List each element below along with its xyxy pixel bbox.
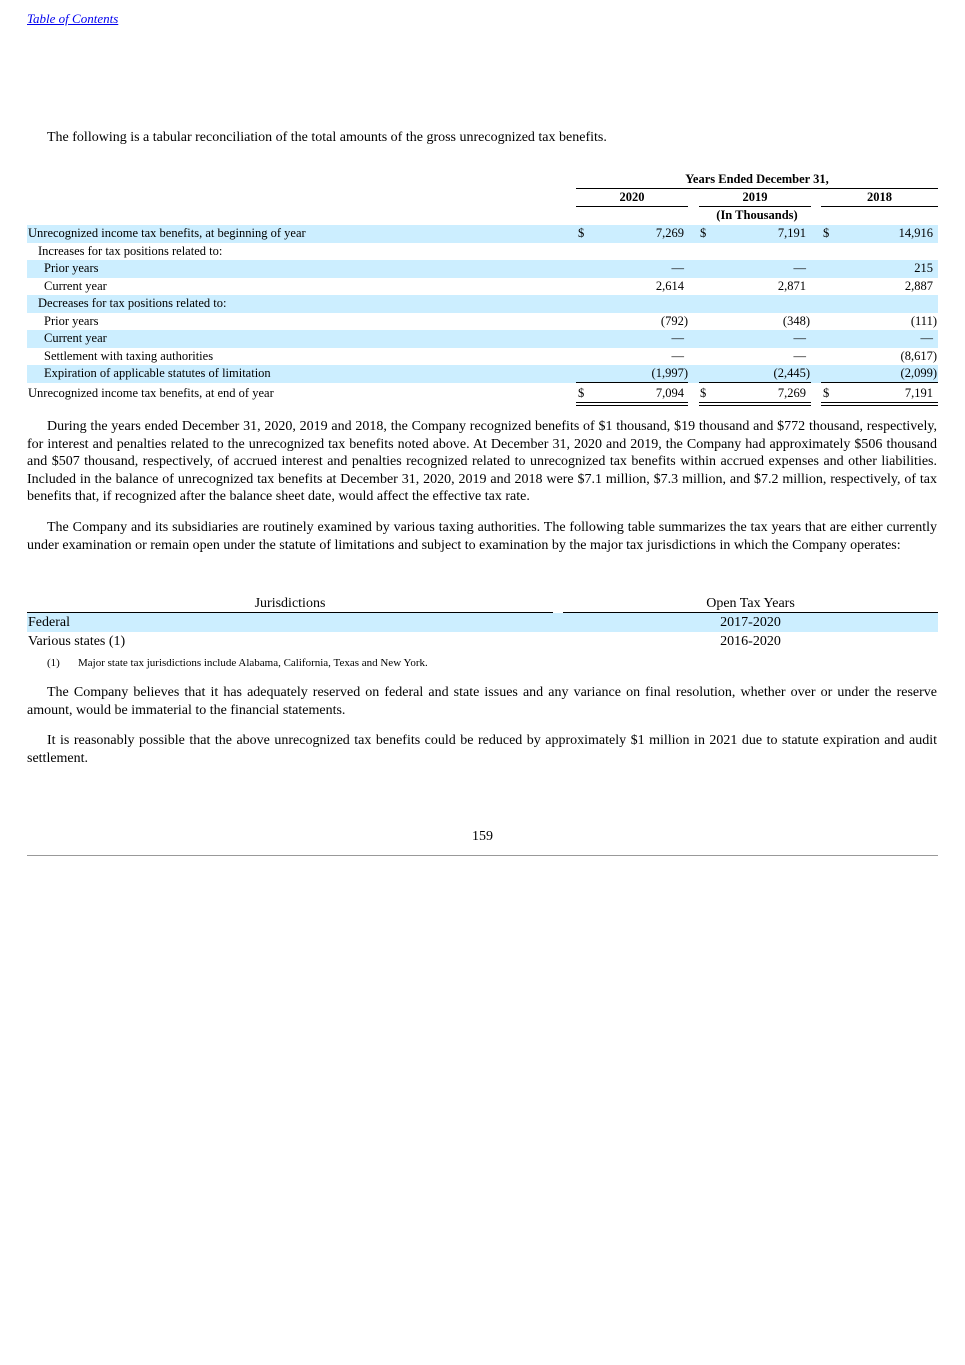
value-2020: 7,269 <box>655 226 684 240</box>
value-2019: (348) <box>782 313 810 328</box>
value-2019: — <box>793 331 806 345</box>
table-row <box>27 313 938 331</box>
currency-symbol: $ <box>823 226 830 240</box>
table-row <box>27 225 938 243</box>
value-2020: (1,997) <box>651 366 688 380</box>
value-2018: (111) <box>910 313 937 328</box>
value-2020: — <box>671 331 684 345</box>
row-label: Expiration of applicable statutes of limitation <box>44 366 271 380</box>
currency-symbol: $ <box>578 385 585 400</box>
table-row <box>27 365 938 383</box>
units-header: (In Thousands) <box>716 208 798 222</box>
row-label: Unrecognized income tax benefits, at end of year <box>28 385 274 400</box>
footnote-text: Major state tax jurisdictions include Alabama, California, Texas and New York. <box>78 657 428 669</box>
value-2020: — <box>671 261 684 275</box>
interest-paragraph: During the years ended December 31, 2020, 2019 and 2018, the Company recognized benefits of $1 thousand, $19 thousand and $772 thousand, respectively, for interest and penalties related to the unrecognized tax benefits noted above. At December 31, 2020 and 2019, the Company had approximately $506 thousand and $507 thousand, respectively, of accrued interest and penalties recognized related to unrecognized tax benefits within accrued expenses and other liabilities. Included in the balance of unrecognized tax benefits at December 31, 2020, 2019 and 2018 were $7.1 million, $7.3 million, and $7.2 million, respectively, of tax benefits that, if recognized after the balance sheet date, would affect the effective tax rate. <box>27 419 937 504</box>
open-tax-years-header: Open Tax Years <box>706 596 795 611</box>
footnote <box>47 657 428 669</box>
year-header-2019: 2019 <box>742 190 768 204</box>
value-2020: (792) <box>660 313 688 328</box>
years-ended-header: Years Ended December 31, <box>685 172 829 186</box>
table-of-contents-link[interactable]: Table of Contents <box>27 11 119 26</box>
year-header-2018: 2018 <box>867 190 892 204</box>
page-divider <box>27 855 938 856</box>
value-2019: — <box>793 261 806 275</box>
currency-symbol: $ <box>823 385 830 400</box>
intro-paragraph: The following is a tabular reconciliation of the total amounts of the gross unrecognized tax benefits. <box>47 130 607 145</box>
table-row <box>27 330 938 348</box>
table-row <box>27 348 938 366</box>
value-2018: 2,887 <box>904 278 933 293</box>
jurisdiction-cell: Federal <box>28 615 70 630</box>
table-row <box>27 295 938 313</box>
value-2020: 7,094 <box>655 385 684 400</box>
row-label: Current year <box>44 331 107 345</box>
value-2018: 14,916 <box>898 226 933 240</box>
row-label: Prior years <box>44 261 99 275</box>
open-years-cell: 2017-2020 <box>720 615 781 630</box>
table-row <box>27 613 938 632</box>
reserve-paragraph: The Company believes that it has adequately reserved on federal and state issues and any variance on final resolution, whether over or under the reserve amount, would be immaterial to the financial statements. <box>27 685 937 718</box>
jurisdictions-header: Jurisdictions <box>254 596 326 611</box>
jurisdictions-table <box>27 594 938 651</box>
row-label: Increases for tax positions related to: <box>38 243 223 258</box>
recon-table <box>27 225 938 402</box>
year-header-2020: 2020 <box>619 190 645 204</box>
currency-symbol: $ <box>578 226 585 240</box>
table-row <box>27 260 938 278</box>
value-2020: — <box>671 348 684 363</box>
value-2019: 7,191 <box>777 226 806 240</box>
footnote-mark: (1) <box>47 657 60 669</box>
value-2020: 2,614 <box>655 278 684 293</box>
row-label: Unrecognized income tax benefits, at beginning of year <box>28 226 306 240</box>
value-2018: 215 <box>914 261 933 275</box>
value-2018: (8,617) <box>900 348 937 363</box>
row-label: Decreases for tax positions related to: <box>38 296 227 310</box>
row-label: Settlement with taxing authorities <box>44 348 214 363</box>
value-2019: — <box>793 348 806 363</box>
currency-symbol: $ <box>700 226 707 240</box>
value-2018: (2,099) <box>900 366 937 380</box>
value-2018: 7,191 <box>904 385 933 400</box>
table-header-row <box>27 594 938 613</box>
table-row-total <box>27 383 938 402</box>
row-label: Prior years <box>44 313 99 328</box>
table-row <box>27 243 938 261</box>
value-2018: — <box>920 331 933 345</box>
value-2019: 2,871 <box>777 278 806 293</box>
value-2019: 7,269 <box>777 385 806 400</box>
jurisdiction-cell: Various states (1) <box>28 634 126 649</box>
table-row <box>27 278 938 296</box>
open-years-cell: 2016-2020 <box>720 634 781 649</box>
row-label: Current year <box>44 278 107 293</box>
page-number: 159 <box>472 829 493 844</box>
currency-symbol: $ <box>700 385 707 400</box>
examination-paragraph: The Company and its subsidiaries are routinely examined by various taxing authorities. The following table summarizes the tax years that are either currently under examination or remain open under the statute of limitations and subject to examination by the major tax jurisdictions in which the Company operates: <box>27 520 937 553</box>
reduction-paragraph: It is reasonably possible that the above unrecognized tax benefits could be reduced by approximately $1 million in 2021 due to statute expiration and audit settlement. <box>27 733 937 766</box>
value-2019: (2,445) <box>773 366 810 380</box>
table-row <box>27 632 938 651</box>
